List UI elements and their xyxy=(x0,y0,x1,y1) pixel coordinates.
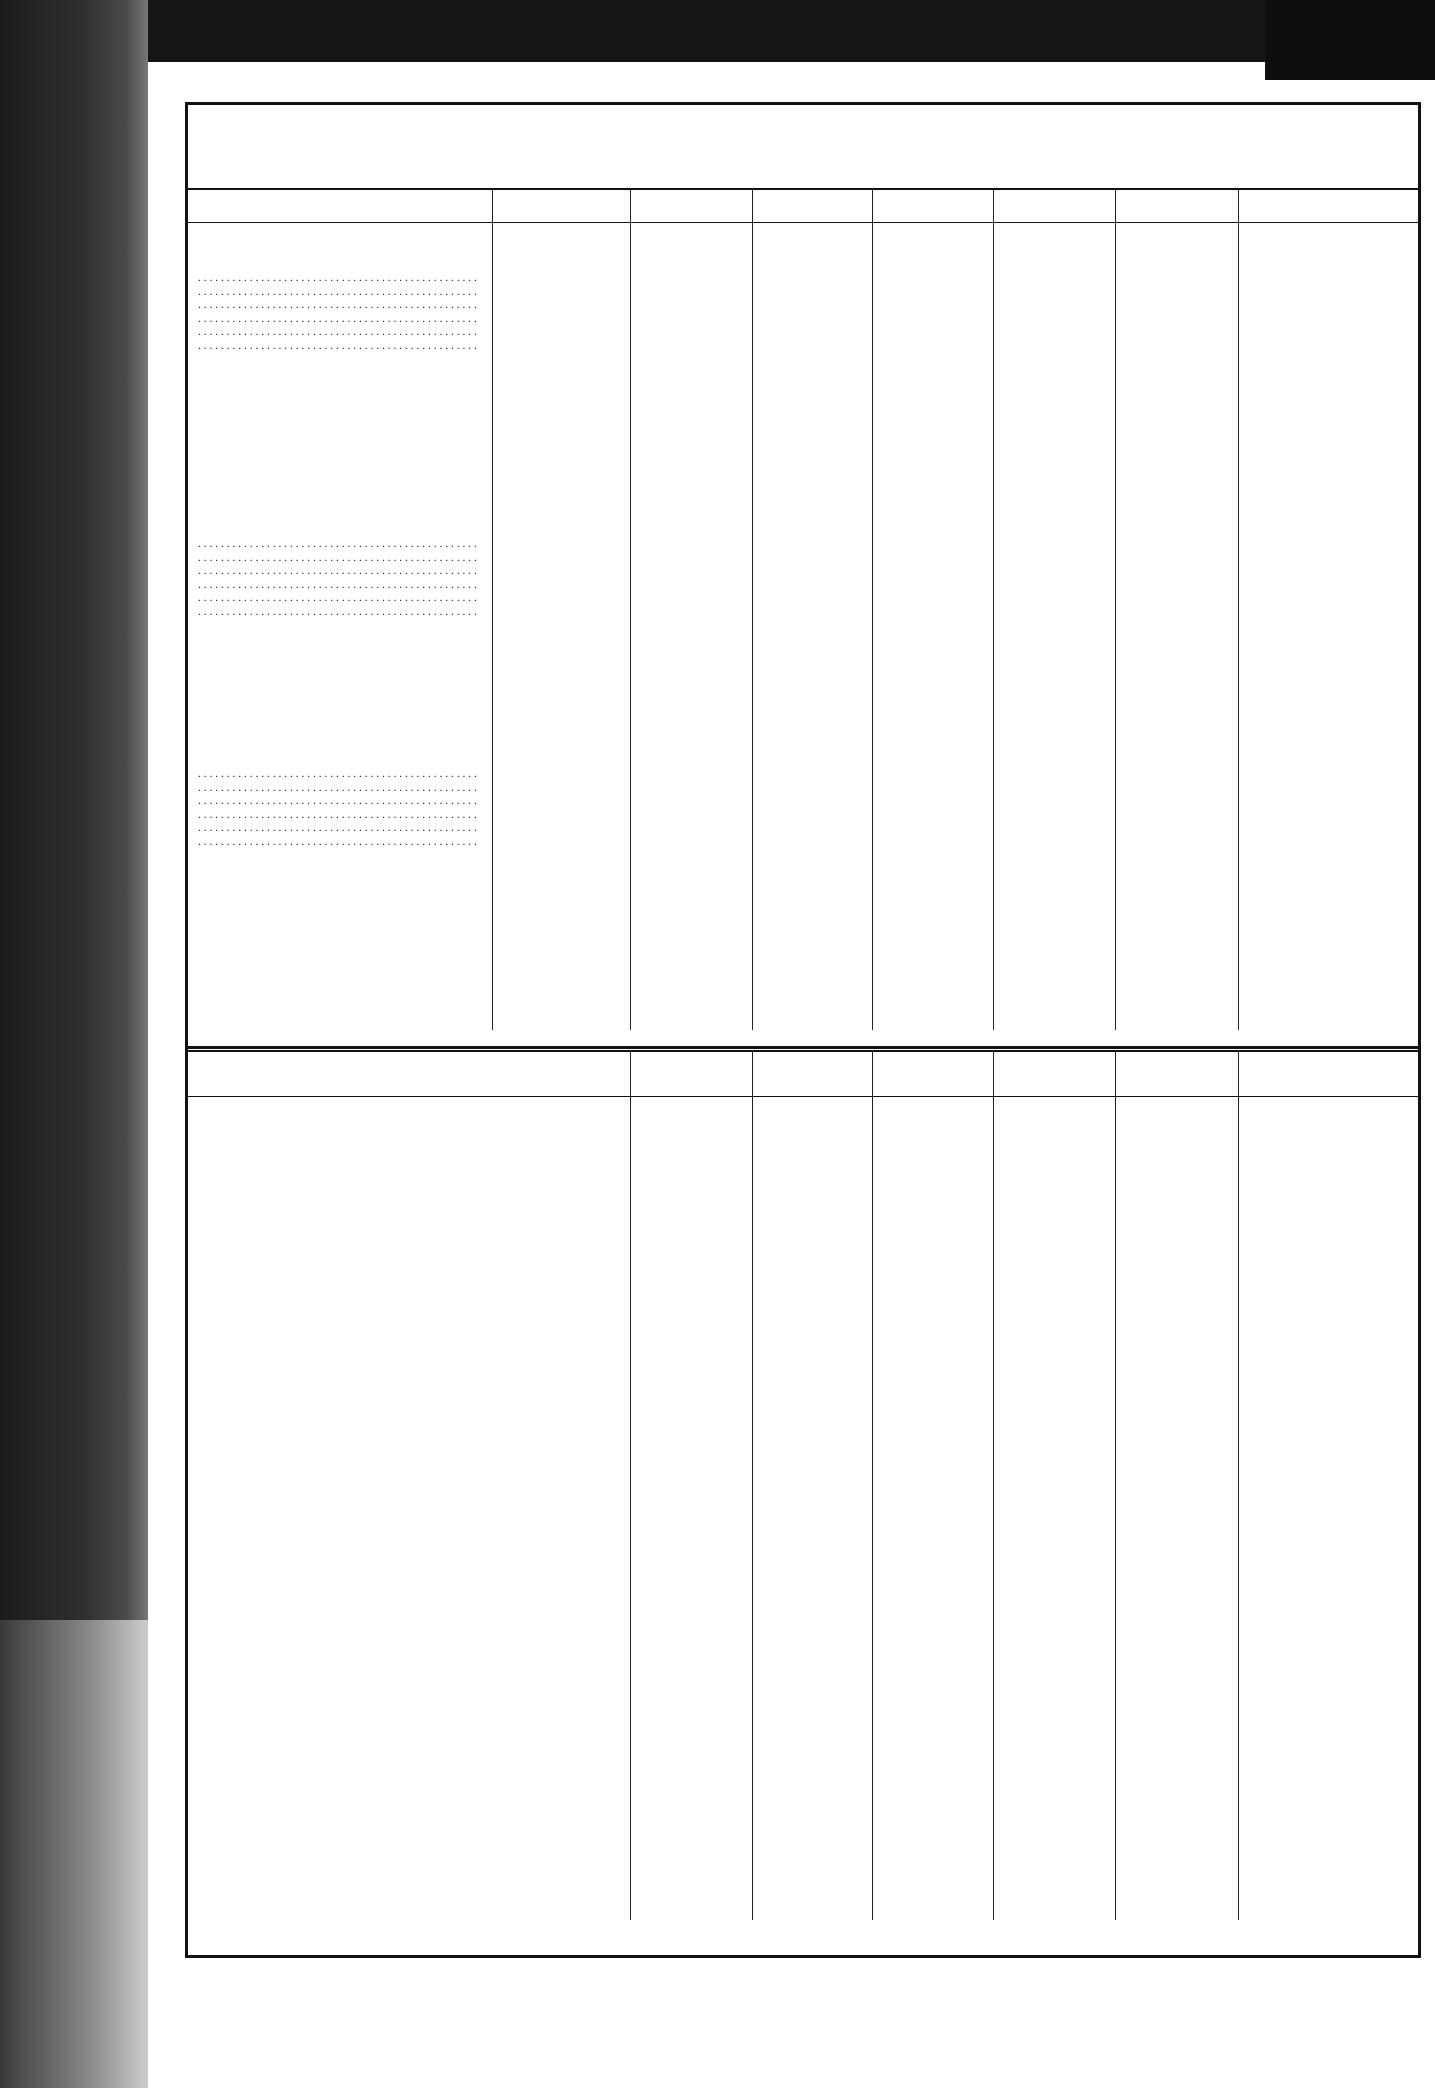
bot-header-rule-bottom xyxy=(188,1096,1418,1097)
top-header-rule-top xyxy=(188,188,1418,190)
bot-col-divider xyxy=(752,1050,753,1920)
bot-header-rule-top xyxy=(188,1050,1418,1052)
top-row-label xyxy=(198,836,480,849)
top-row-label xyxy=(198,286,480,299)
top-col-divider xyxy=(492,188,493,1030)
footnotes xyxy=(198,1932,221,1944)
top-header-rule-bottom xyxy=(188,222,1418,223)
top-row-label xyxy=(198,538,480,551)
bot-col-divider xyxy=(1238,1050,1239,1920)
top-row-label xyxy=(198,565,480,578)
top-row-label xyxy=(198,592,480,605)
top-row-label xyxy=(198,313,480,326)
top-col-divider xyxy=(872,188,873,1030)
scan-border-top xyxy=(0,0,1435,62)
top-row-label xyxy=(198,552,480,565)
top-row-label xyxy=(198,272,480,285)
top-col-divider xyxy=(1115,188,1116,1030)
mid-rule xyxy=(188,1046,1418,1049)
top-row-label xyxy=(198,579,480,592)
top-row-label xyxy=(198,822,480,835)
scan-border-left xyxy=(0,0,148,2088)
table-frame xyxy=(185,102,1421,1958)
bot-col-divider xyxy=(872,1050,873,1920)
top-row-label xyxy=(198,299,480,312)
top-row-label xyxy=(198,606,480,619)
scan-corner xyxy=(1265,0,1435,80)
bot-col-divider xyxy=(1115,1050,1116,1920)
top-row-label xyxy=(198,340,480,353)
top-col-divider xyxy=(993,188,994,1030)
top-row-label xyxy=(198,809,480,822)
top-row-label xyxy=(198,768,480,781)
top-row-label xyxy=(198,326,480,339)
top-row-label xyxy=(198,782,480,795)
bot-col-divider xyxy=(630,1050,631,1920)
top-col-divider xyxy=(630,188,631,1030)
bot-col-divider xyxy=(993,1050,994,1920)
top-col-divider xyxy=(1238,188,1239,1030)
top-col-divider xyxy=(752,188,753,1030)
top-row-label xyxy=(198,795,480,808)
